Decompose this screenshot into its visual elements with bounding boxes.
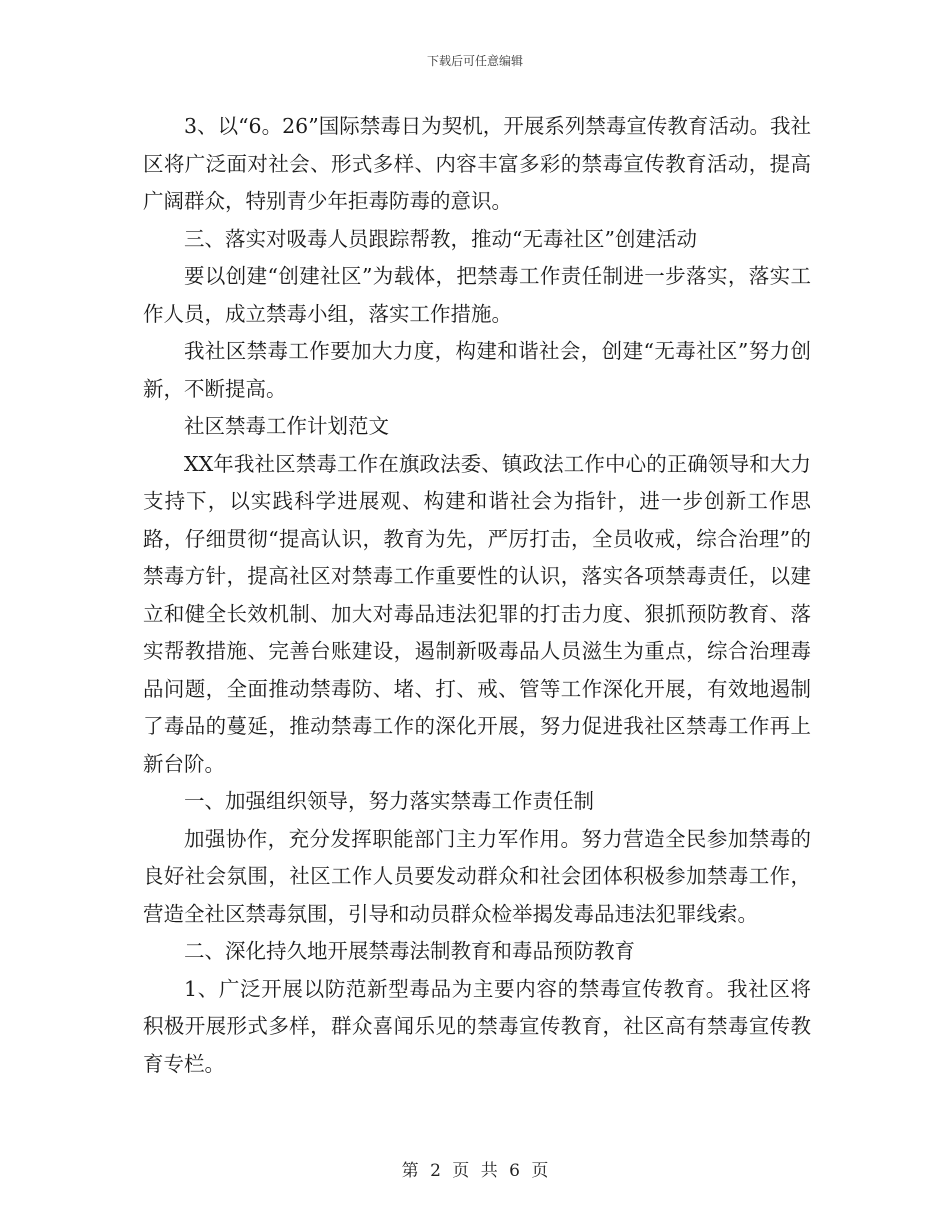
paragraph-2: 要以创建“创建社区”为载体，把禁毒工作责任制进一步落实，落实工作人员，成立禁毒小组，落实工作措施。 [143, 264, 811, 326]
section-heading-1: 一、加强组织领导，努力落实禁毒工作责任制 [184, 789, 594, 813]
paragraph-3: 我社区禁毒工作要加大力度，构建和谐社会，创建“无毒社区”努力创新，不断提高。 [143, 339, 811, 401]
paragraph-4: XX年我社区禁毒工作在旗政法委、镇政法工作中心的正确领导和大力支持下，以实践科学进展观、构建和谐社会为指针，进一步创新工作思路，仔细贯彻“提高认识，教育为先，严厉打击，全员收戒，综合治理”的禁毒方针，提高社区对禁毒工作重要性的认识，落实各项禁毒责任，以建立和健全长效机制、加大对毒品违法犯罪的打击力度、狠抓预防教育、落实帮教措施、完善台账建设，遏制新吸毒品人员滋生为重点，综合治理毒品问题，全面推动禁毒防、堵、打、戒、管等工作深化开展，有效地遏制了毒品的蔓延，推动禁毒工作的深化开展，努力促进我社区禁毒工作再上新台阶。 [143, 451, 811, 776]
document-body [143, 108, 811, 1083]
document-subtitle: 社区禁毒工作计划范文 [184, 414, 389, 438]
page-header: 下载后可任意编辑 [426, 54, 523, 68]
paragraph-6: 1、广泛开展以防范新型毒品为主要内容的禁毒宣传教育。我社区将积极开展形式多样，群众喜闻乐见的禁毒宣传教育，社区高有禁毒宣传教育专栏。 [143, 976, 811, 1076]
paragraph-5: 加强协作，充分发挥职能部门主力军作用。努力营造全民参加禁毒的良好社会氛围，社区工作人员要发动群众和社会团体积极参加禁毒工作，营造全社区禁毒氛围，引导和动员群众检举揭发毒品违法犯罪线索。 [143, 826, 811, 926]
section-heading-2: 二、深化持久地开展禁毒法制教育和毒品预防教育 [184, 939, 635, 963]
page-number: 第 2 页 共 6 页 [401, 1161, 549, 1181]
paragraph-1: 3、以“6。26”国际禁毒日为契机，开展系列禁毒宣传教育活动。我社区将广泛面对社会、形式多样、内容丰富多彩的禁毒宣传教育活动，提高广阔群众，特别青少年拒毒防毒的意识。 [143, 114, 811, 213]
section-heading-3: 三、落实对吸毒人员跟踪帮教，推动“无毒社区”创建活动 [184, 226, 697, 251]
